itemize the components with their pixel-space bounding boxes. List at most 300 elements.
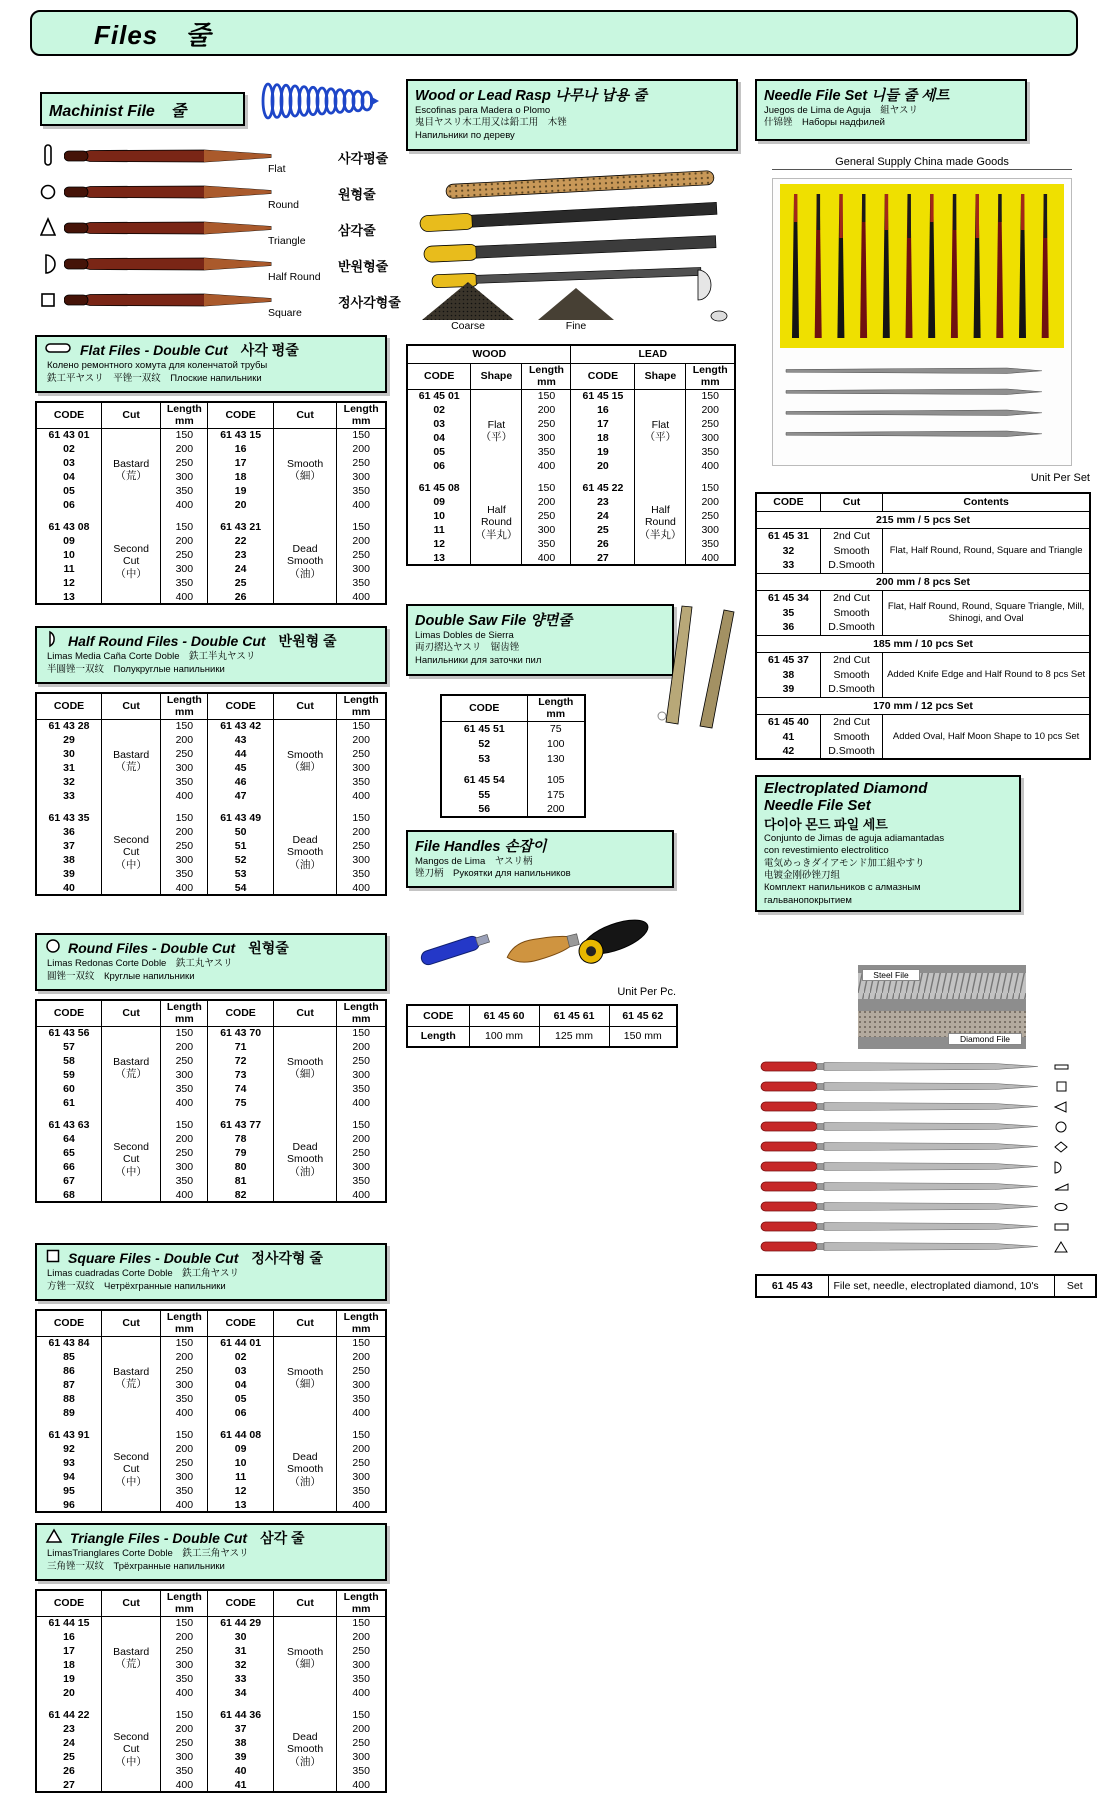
handles-cell: 100 mm [469,1026,539,1047]
code-cell: 06 [407,459,471,473]
length-cell: 200 [337,1630,386,1644]
length-cell: 400 [161,498,208,512]
length-cell: 150 [161,520,208,534]
length-cell: 150 [337,520,386,534]
spacer-cell [337,512,386,520]
length-cell: 150 [337,811,386,825]
spacer-cell [522,473,571,481]
length-cell: 150 [161,1708,208,1722]
section-subtitle: LimasTrianglares Corte Doble 鉄工三角ヤスリ [47,1548,249,1559]
spacer-cell [208,512,273,520]
machinist-file-image [64,144,274,168]
code-cell: 43 [208,733,273,747]
section-header-box [35,933,387,991]
length-cell: 400 [161,1096,208,1110]
col-header-cut: Cut [101,1310,160,1336]
code-cell: 02 [208,1350,273,1364]
code-cell: 85 [36,1350,101,1364]
code-cell: 61 44 01 [208,1336,273,1350]
double-saw-header-box [406,604,674,676]
length-cell: 300 [161,1160,208,1174]
cut-grade-cell: Bastard （荒） [101,719,160,803]
code-cell: 02 [36,442,101,456]
section-header-box [35,1523,387,1581]
code-cell: 58 [36,1054,101,1068]
code-cell: 47 [208,789,273,803]
col-header-shape: Shape [471,363,522,389]
code-cell: 52 [208,853,273,867]
length-cell: 200 [161,442,208,456]
length-cell: 400 [161,1778,208,1792]
code-cell: 65 [36,1146,101,1160]
code-cell: 18 [36,1658,101,1672]
length-cell: 400 [337,1778,386,1792]
length-cell: 150 [337,1708,386,1722]
cut-grade-cell: Second Cut （中） [101,520,160,604]
code-cell: 36 [756,620,820,635]
file-handles-image [410,894,660,984]
code-cell: 61 45 15 [571,389,635,403]
code-cell: 66 [36,1160,101,1174]
code-cell: 19 [571,445,635,459]
length-cell: 105 [527,772,585,787]
code-cell: 04 [407,431,471,445]
length-cell: 300 [161,470,208,484]
code-cell: 10 [208,1456,273,1470]
length-cell: 400 [161,789,208,803]
col-header-code: CODE [208,1000,273,1026]
col-header-cut: Cut [273,693,336,719]
code-cell: 61 43 01 [36,428,101,442]
col-header-length: Length mm [686,363,735,389]
length-cell: 400 [337,1188,386,1202]
code-cell: 31 [208,1644,273,1658]
code-cell: 61 43 77 [208,1118,273,1132]
spacer-cell [337,1420,386,1428]
length-cell: 350 [337,867,386,881]
col-header-code: CODE [208,402,273,428]
col-header-cut: Cut [101,1000,160,1026]
col-header-cut: Cut [273,1000,336,1026]
code-cell: 59 [36,1068,101,1082]
spacer-cell [101,1700,160,1708]
code-cell: 38 [208,1736,273,1750]
code-cell: 12 [208,1484,273,1498]
cut-grade-cell: Dead Smooth （油） [273,1428,336,1512]
section-header-box [35,626,387,684]
col-header-code: CODE [36,1310,101,1336]
length-cell: 350 [161,576,208,590]
set-size-label: 200 mm / 8 pcs Set [756,573,1090,590]
spacer-cell [273,1110,336,1118]
length-cell: 350 [522,445,571,459]
section-title-kr: 사각 평줄 [240,342,299,358]
col-header-code: CODE [36,1590,101,1616]
double-saw-sub-jp: 両刃摺込ヤスリ 锯齿锉 [415,642,520,654]
length-cell: 350 [337,1392,386,1406]
contents-cell: Flat, Half Round, Round, Square and Triangle [883,528,1090,573]
length-cell: 250 [337,1644,386,1658]
col-header-length: Length mm [161,402,208,428]
length-cell: 150 [686,481,735,495]
wood-rasp-title: Wood or Lead Rasp 나무나 납용 줄 [415,88,648,104]
length-cell: 250 [337,1736,386,1750]
machinist-file-header-box [40,92,245,126]
code-cell: 61 45 37 [756,652,820,667]
length-cell: 250 [161,839,208,853]
code-cell: 61 43 84 [36,1336,101,1350]
square-shape-icon [45,1248,61,1269]
spacer-cell [161,1420,208,1428]
length-cell: 250 [522,417,571,431]
section-subtitle: Колено ремонтного хомута для коленчатой трубы [47,360,268,371]
machinist-file-title: Machinist File 줄 [49,102,187,120]
cut-grade-cell: D.Smooth [820,620,882,635]
col-header-length: Length mm [337,1000,386,1026]
cut-grade-cell: Smooth （細） [273,1616,336,1700]
length-cell: 200 [161,733,208,747]
code-cell: 75 [208,1096,273,1110]
length-cell: 150 [337,1026,386,1040]
code-cell: 33 [756,558,820,573]
material-group-header: LEAD [571,345,735,363]
code-cell: 33 [36,789,101,803]
code-cell: 37 [36,839,101,853]
code-cell: 52 [441,736,527,751]
code-cell: 61 43 63 [36,1118,101,1132]
file-type-label-en: Square [268,307,302,319]
length-cell: 400 [161,1406,208,1420]
length-cell: 250 [161,1456,208,1470]
file-handles-title: File Handles 손잡이 [415,839,547,855]
unit-per-pc-note: Unit Per Pc. [617,986,676,998]
length-cell: 150 [161,719,208,733]
flat-endview-icon [40,143,56,174]
length-cell: 350 [337,1484,386,1498]
square-files-table [35,1309,387,1513]
section-title: Half Round Files - Double Cut [68,633,266,649]
length-cell: 400 [522,551,571,565]
length-cell: 150 [337,1616,386,1630]
needle-file-set-table [755,492,1091,760]
double-saw-table [440,694,586,818]
spacer-cell [36,1420,101,1428]
halfround-endview-icon [40,251,56,282]
length-cell: 300 [161,562,208,576]
length-cell: 400 [337,1498,386,1512]
section-title: Round Files - Double Cut [68,940,236,956]
machinist-file-row [40,178,390,212]
code-cell: 61 45 08 [407,481,471,495]
length-cell: 350 [522,537,571,551]
cut-grade-cell: Bastard （荒） [101,1616,160,1700]
length-cell: 200 [337,733,386,747]
code-cell: 61 44 36 [208,1708,273,1722]
shape-cell: Half Round （半丸） [635,481,686,565]
code-cell: 61 43 15 [208,428,273,442]
section-title: Square Files - Double Cut [68,1250,239,1266]
code-cell: 25 [36,1750,101,1764]
code-cell: 61 43 35 [36,811,101,825]
cut-grade-cell: Bastard （荒） [101,1336,160,1420]
code-cell: 37 [208,1722,273,1736]
file-type-label-kr: 반원형줄 [338,259,389,274]
code-cell: 05 [407,445,471,459]
code-cell: 13 [407,551,471,565]
col-header-code: CODE [36,1000,101,1026]
length-cell: 350 [161,1764,208,1778]
code-cell: 61 45 54 [441,772,527,787]
length-cell: 400 [686,459,735,473]
code-cell: 57 [36,1040,101,1054]
length-cell: 300 [337,1658,386,1672]
length-cell: 250 [161,1364,208,1378]
code-cell: 26 [36,1764,101,1778]
needle-set-sub-ru: 什锦锉 Наборы надфилей [764,117,885,129]
length-cell: 300 [337,761,386,775]
length-cell: 300 [337,562,386,576]
diamond-sub-es-1: Conjunto de Jimas de aguja adiamantadas [764,833,945,844]
blue-spiral-rasp-image [258,76,380,126]
code-cell: 03 [36,456,101,470]
length-cell: 250 [337,1456,386,1470]
spacer-cell [273,512,336,520]
cut-grade-cell: 2nd Cut [820,714,882,729]
col-header-cut: Cut [101,693,160,719]
spacer-cell [635,473,686,481]
length-cell: 200 [161,825,208,839]
round-shape-icon [45,938,61,959]
half-round-files-section [35,626,387,904]
code-cell: 16 [571,403,635,417]
spacer-cell [36,1700,101,1708]
code-cell: 55 [441,787,527,802]
section-subtitle: 圓锉一双纹 Круглые напильники [47,970,195,982]
length-cell: 200 [337,442,386,456]
length-cell: 400 [337,1686,386,1700]
code-cell: 11 [407,523,471,537]
needle-col-header: Contents [883,493,1090,511]
col-header-length: Length mm [161,1310,208,1336]
code-cell: 17 [571,417,635,431]
code-cell: 06 [36,498,101,512]
code-cell: 61 45 34 [756,590,820,605]
length-cell: 200 [337,534,386,548]
code-cell: 80 [208,1160,273,1174]
file-handles-header-box [406,830,674,888]
cut-grade-cell: Bastard （荒） [101,428,160,512]
code-cell: 53 [441,751,527,766]
double-saw-file-image [648,600,741,730]
cut-grade-cell: 2nd Cut [820,590,882,605]
cut-grade-cell: Second Cut （中） [101,1118,160,1202]
code-cell: 46 [208,775,273,789]
section-title-kr: 원형줄 [248,940,289,956]
length-cell: 250 [161,1644,208,1658]
spacer-cell [161,512,208,520]
spacer-cell [161,803,208,811]
code-cell: 05 [36,484,101,498]
code-cell: 25 [571,523,635,537]
steel-file-label: Steel File [862,969,920,981]
length-cell: 300 [337,1470,386,1484]
code-cell: 33 [208,1672,273,1686]
code-cell: 67 [36,1174,101,1188]
col-header-length: Length mm [161,1000,208,1026]
cut-grade-cell: Second Cut （中） [101,1428,160,1512]
length-cell: 250 [337,1054,386,1068]
code-cell: 16 [36,1630,101,1644]
handles-cell: 150 mm [609,1026,677,1047]
needle-set-title: Needle File Set 니들 줄 세트 [764,88,950,104]
spacer-cell [36,512,101,520]
spacer-cell [273,1700,336,1708]
needle-set-sub-es: Juegos de Lima de Aguja 組ヤスリ [764,105,918,116]
code-cell: 42 [756,744,820,759]
code-cell: 45 [208,761,273,775]
cut-grade-cell: Dead Smooth （油） [273,1708,336,1792]
section-subtitle: 半圓锉一双纹 Полукруглые напильники [47,663,225,675]
unit-cell: Set [1054,1275,1096,1297]
length-cell: 250 [522,509,571,523]
length-cell: 350 [686,537,735,551]
needle-col-header: Cut [820,493,882,511]
shape-cell: Flat （平） [471,389,522,473]
length-cell: 150 [522,481,571,495]
code-cell: 20 [36,1686,101,1700]
cut-grade-cell: Dead Smooth （油） [273,811,336,895]
spacer-cell [208,1700,273,1708]
length-cell: 150 [161,811,208,825]
code-cell: 26 [208,590,273,604]
col-header-code: CODE [208,693,273,719]
length-cell: 200 [337,1350,386,1364]
code-cell: 27 [36,1778,101,1792]
col-header-length: Length mm [337,402,386,428]
code-cell: 74 [208,1082,273,1096]
cut-grade-cell: Bastard （荒） [101,1026,160,1110]
handles-cell: CODE [407,1005,469,1026]
code-cell: 40 [208,1764,273,1778]
half-round-files-table [35,692,387,896]
length-cell: 350 [161,1672,208,1686]
diamond-sub-ru-2: гальванопокрытием [764,894,852,906]
wood-rasp-sub-es: Escofinas para Madera o Plomo [415,105,551,116]
code-cell: 61 45 51 [441,721,527,736]
section-header-box [35,335,387,393]
cut-grade-cell: Smooth （細） [273,1336,336,1420]
shape-cell: Half Round （半丸） [471,481,522,565]
diamond-needle-files-image [755,1056,1095,1268]
code-cell: 16 [208,442,273,456]
set-size-label: 185 mm / 10 pcs Set [756,635,1090,652]
col-header-code: CODE [441,695,527,721]
code-cell: 09 [36,534,101,548]
diamond-sub-es-2: con revestimiento electrolitico [764,845,889,857]
cut-grade-cell: Smooth [820,543,882,558]
code-cell: 61 45 43 [756,1275,828,1297]
wood-rasp-header-box [406,79,738,151]
length-cell: 350 [686,445,735,459]
code-cell: 61 44 29 [208,1616,273,1630]
length-cell: 400 [161,1188,208,1202]
diamond-set-header-box [755,775,1021,912]
length-cell: 150 [161,428,208,442]
length-cell: 300 [337,470,386,484]
code-cell: 61 43 70 [208,1026,273,1040]
code-cell: 60 [36,1082,101,1096]
file-handles-table [406,1004,678,1048]
code-cell: 61 43 42 [208,719,273,733]
code-cell: 41 [208,1778,273,1792]
half-round-shape-icon [45,630,61,653]
cut-grade-cell: Smooth [820,729,882,744]
code-cell: 22 [208,534,273,548]
length-cell: 350 [161,775,208,789]
length-cell: 400 [161,1686,208,1700]
length-cell: 400 [337,498,386,512]
length-cell: 350 [161,1082,208,1096]
code-cell: 02 [407,403,471,417]
code-cell: 19 [36,1672,101,1686]
section-subtitle: Limas Media Caña Corte Doble 鉄工半丸ヤスリ [47,651,256,662]
col-header-cut: Cut [273,402,336,428]
section-title: Triangle Files - Double Cut [70,1530,248,1546]
code-cell: 36 [36,825,101,839]
code-cell: 30 [36,747,101,761]
code-cell: 61 45 22 [571,481,635,495]
code-cell: 19 [208,484,273,498]
spacer-cell [208,803,273,811]
code-cell: 89 [36,1406,101,1420]
file-type-label-kr: 사각평줄 [338,151,389,166]
col-header-code: CODE [208,1310,273,1336]
section-subtitle: 鉄工平ヤスリ 平锉一双纹 Плоские напильники [47,372,262,384]
code-cell: 17 [36,1644,101,1658]
wood-rasp-sub-jp: 鬼目ヤスリ木工用又は鉛工用 木锉 [415,117,567,129]
code-cell: 94 [36,1470,101,1484]
spacer-cell [36,803,101,811]
flat-files-section [35,335,387,613]
length-cell: 150 [161,1428,208,1442]
length-cell: 250 [337,839,386,853]
length-cell: 350 [161,1392,208,1406]
length-cell: 350 [337,1174,386,1188]
code-cell: 96 [36,1498,101,1512]
length-cell: 300 [161,761,208,775]
length-cell: 250 [161,747,208,761]
code-cell: 61 43 21 [208,520,273,534]
col-header-code: CODE [36,693,101,719]
length-cell: 130 [527,751,585,766]
length-cell: 250 [337,456,386,470]
contents-cell: Added Oval, Half Moon Shape to 10 pcs Set [883,714,1090,759]
length-cell: 200 [522,495,571,509]
length-cell: 150 [686,389,735,403]
code-cell: 34 [208,1686,273,1700]
code-cell: 13 [36,590,101,604]
col-header-code: CODE [208,1590,273,1616]
cut-grade-cell: Smooth （細） [273,719,336,803]
code-cell: 18 [571,431,635,445]
length-cell: 250 [686,509,735,523]
cut-grade-cell: Dead Smooth （油） [273,520,336,604]
diamond-sub-cn: 电镀金刚砂锉刀组 [764,870,841,882]
col-header-length: Length mm [161,1590,208,1616]
code-cell: 39 [756,682,820,697]
code-cell: 86 [36,1364,101,1378]
col-header-cut: Cut [273,1310,336,1336]
